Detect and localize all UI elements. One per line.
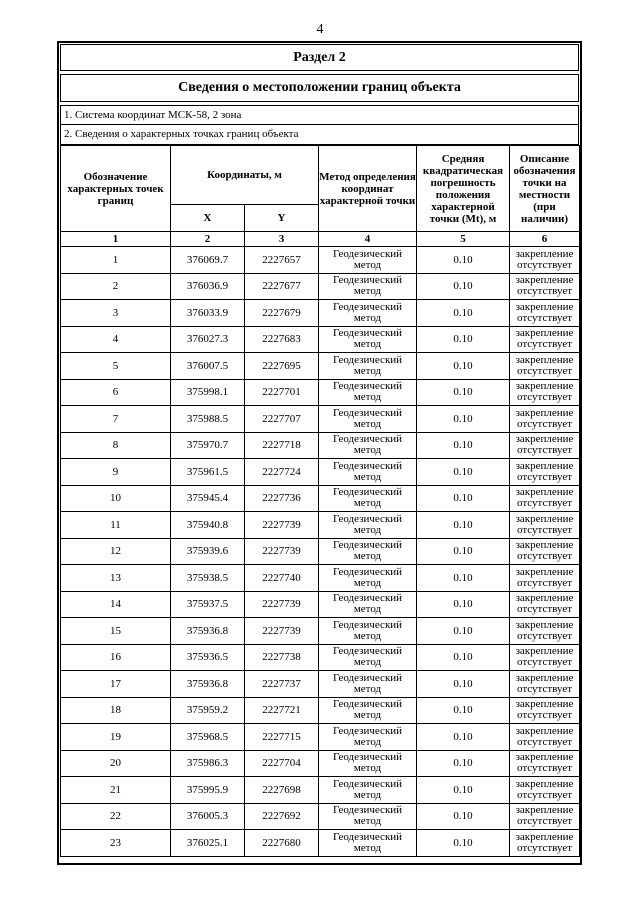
header-method: Метод определения координат характерной точки	[319, 146, 417, 232]
point-number: 20	[61, 750, 171, 777]
coord-y: 2227739	[245, 512, 319, 539]
table-row	[61, 644, 580, 671]
method-cell-line1: Геодезический	[332, 486, 403, 499]
coord-y: 2227701	[245, 379, 319, 406]
method-cell-line1: Геодезический	[332, 592, 403, 605]
error-mt: 0.10	[417, 724, 510, 751]
table-row	[61, 459, 580, 486]
method-cell-line2: метод	[353, 682, 382, 695]
coord-x: 376005.3	[171, 803, 245, 830]
description-cell-line2: отсутствует	[516, 391, 573, 404]
method-cell-line1: Геодезический	[332, 327, 403, 340]
method-cell-line1: Геодезический	[332, 751, 403, 764]
method-cell-line2: метод	[353, 470, 382, 483]
table-row	[61, 697, 580, 724]
method-cell	[319, 697, 417, 724]
header-description: Описание обозначения точки на местности (при наличии)	[510, 146, 580, 232]
description-cell	[510, 671, 580, 698]
coord-x: 375939.6	[171, 538, 245, 565]
col-number: 6	[510, 232, 580, 247]
coord-y: 2227679	[245, 300, 319, 327]
description-cell	[510, 300, 580, 327]
error-mt: 0.10	[417, 538, 510, 565]
description-cell-line2: отсутствует	[516, 417, 573, 430]
description-cell	[510, 432, 580, 459]
method-cell-line2: метод	[353, 550, 382, 563]
method-cell	[319, 300, 417, 327]
method-cell	[319, 485, 417, 512]
description-cell	[510, 724, 580, 751]
method-cell-line1: Геодезический	[332, 380, 403, 393]
table-row	[61, 830, 580, 857]
description-cell-line1: закрепление	[515, 830, 574, 843]
point-number: 19	[61, 724, 171, 751]
description-cell-line2: отсутствует	[516, 603, 573, 616]
method-cell	[319, 618, 417, 645]
table-row	[61, 618, 580, 645]
coord-x: 375959.2	[171, 697, 245, 724]
description-cell-line2: отсутствует	[516, 550, 573, 563]
method-cell	[319, 565, 417, 592]
description-cell-line2: отсутствует	[516, 788, 573, 801]
error-mt: 0.10	[417, 379, 510, 406]
method-cell	[319, 512, 417, 539]
error-mt: 0.10	[417, 326, 510, 353]
table-row	[61, 273, 580, 300]
point-number: 8	[61, 432, 171, 459]
col-number: 4	[319, 232, 417, 247]
method-cell-line2: метод	[353, 523, 382, 536]
header-x: X	[171, 205, 245, 232]
error-mt: 0.10	[417, 777, 510, 804]
table-row	[61, 326, 580, 353]
table-row	[61, 671, 580, 698]
point-number: 3	[61, 300, 171, 327]
coord-x: 375986.3	[171, 750, 245, 777]
coord-x: 375936.5	[171, 644, 245, 671]
error-mt: 0.10	[417, 671, 510, 698]
point-number: 18	[61, 697, 171, 724]
method-cell	[319, 750, 417, 777]
method-cell-line2: метод	[353, 709, 382, 722]
description-cell-line2: отсутствует	[516, 258, 573, 271]
description-cell	[510, 485, 580, 512]
method-cell-line1: Геодезический	[332, 353, 403, 366]
method-cell-line2: метод	[353, 311, 382, 324]
description-cell-line1: закрепление	[515, 327, 574, 340]
method-cell-line1: Геодезический	[332, 274, 403, 287]
error-mt: 0.10	[417, 247, 510, 274]
table-row	[61, 485, 580, 512]
method-cell	[319, 644, 417, 671]
coord-y: 2227683	[245, 326, 319, 353]
point-number: 4	[61, 326, 171, 353]
description-cell	[510, 538, 580, 565]
method-cell-line2: метод	[353, 762, 382, 775]
coord-x: 375936.8	[171, 618, 245, 645]
description-cell-line2: отсутствует	[516, 709, 573, 722]
coord-x: 375940.8	[171, 512, 245, 539]
coord-y: 2227657	[245, 247, 319, 274]
point-number: 7	[61, 406, 171, 433]
table-row	[61, 300, 580, 327]
table-row	[61, 353, 580, 380]
description-cell-line1: закрепление	[515, 433, 574, 446]
point-number: 5	[61, 353, 171, 380]
page-number: 4	[316, 22, 324, 37]
description-cell	[510, 830, 580, 857]
table-row	[61, 591, 580, 618]
coord-y: 2227677	[245, 273, 319, 300]
method-cell	[319, 830, 417, 857]
point-number: 21	[61, 777, 171, 804]
error-mt: 0.10	[417, 830, 510, 857]
description-cell-line1: закрепление	[515, 274, 574, 287]
method-cell-line2: метод	[353, 735, 382, 748]
method-cell-line2: метод	[353, 788, 382, 801]
description-cell-line2: отсутствует	[516, 285, 573, 298]
description-cell	[510, 406, 580, 433]
method-cell	[319, 724, 417, 751]
header-designation: Обозначение характерных точек границ	[61, 146, 171, 232]
coord-y: 2227718	[245, 432, 319, 459]
coord-y: 2227692	[245, 803, 319, 830]
method-cell-line1: Геодезический	[332, 724, 403, 737]
error-mt: 0.10	[417, 353, 510, 380]
table-row	[61, 406, 580, 433]
method-cell	[319, 273, 417, 300]
section-subtitle: Сведения о местоположении границ объекта	[60, 74, 579, 102]
table-row	[61, 379, 580, 406]
coord-x: 375945.4	[171, 485, 245, 512]
table-row	[61, 512, 580, 539]
description-cell	[510, 750, 580, 777]
description-cell	[510, 591, 580, 618]
method-cell	[319, 326, 417, 353]
coord-x: 376025.1	[171, 830, 245, 857]
method-cell	[319, 459, 417, 486]
coord-y: 2227698	[245, 777, 319, 804]
point-number: 13	[61, 565, 171, 592]
table-body	[61, 247, 580, 857]
error-mt: 0.10	[417, 565, 510, 592]
method-cell-line1: Геодезический	[332, 459, 403, 472]
coord-x: 375961.5	[171, 459, 245, 486]
point-number: 1	[61, 247, 171, 274]
header-y: Y	[245, 205, 319, 232]
coord-x: 376007.5	[171, 353, 245, 380]
description-cell-line1: закрепление	[515, 804, 574, 817]
description-cell	[510, 512, 580, 539]
table-row	[61, 432, 580, 459]
description-cell	[510, 644, 580, 671]
coord-y: 2227739	[245, 538, 319, 565]
error-mt: 0.10	[417, 406, 510, 433]
method-cell-line1: Геодезический	[332, 698, 403, 711]
error-mt: 0.10	[417, 512, 510, 539]
description-cell-line1: закрепление	[515, 777, 574, 790]
description-cell-line2: отсутствует	[516, 470, 573, 483]
coord-y: 2227724	[245, 459, 319, 486]
coord-y: 2227737	[245, 671, 319, 698]
description-cell	[510, 379, 580, 406]
coord-y: 2227740	[245, 565, 319, 592]
method-cell-line2: метод	[353, 417, 382, 430]
description-cell-line2: отсутствует	[516, 364, 573, 377]
description-cell	[510, 273, 580, 300]
description-cell-line2: отсутствует	[516, 338, 573, 351]
error-mt: 0.10	[417, 459, 510, 486]
coord-x: 376027.3	[171, 326, 245, 353]
coord-x: 375998.1	[171, 379, 245, 406]
method-cell-line2: метод	[353, 815, 382, 828]
coord-y: 2227721	[245, 697, 319, 724]
document-body	[60, 44, 579, 857]
description-cell-line1: закрепление	[515, 512, 574, 525]
method-cell-line1: Геодезический	[332, 512, 403, 525]
description-cell-line2: отсутствует	[516, 444, 573, 457]
point-number: 15	[61, 618, 171, 645]
error-mt: 0.10	[417, 618, 510, 645]
description-cell-line1: закрепление	[515, 565, 574, 578]
coord-x: 375937.5	[171, 591, 245, 618]
method-cell	[319, 247, 417, 274]
description-cell-line1: закрепление	[515, 671, 574, 684]
error-mt: 0.10	[417, 432, 510, 459]
method-cell-line1: Геодезический	[332, 804, 403, 817]
table-row	[61, 724, 580, 751]
coord-y: 2227739	[245, 618, 319, 645]
table-row	[61, 247, 580, 274]
description-cell-line1: закрепление	[515, 380, 574, 393]
method-cell-line1: Геодезический	[332, 671, 403, 684]
description-cell-line2: отсутствует	[516, 311, 573, 324]
description-cell-line1: закрепление	[515, 406, 574, 419]
coord-y: 2227739	[245, 591, 319, 618]
coord-y: 2227736	[245, 485, 319, 512]
method-cell	[319, 591, 417, 618]
table-row	[61, 538, 580, 565]
method-cell-line2: метод	[353, 338, 382, 351]
points-caption-line: 2. Сведения о характерных точках границ объекта	[60, 125, 579, 145]
description-cell-line1: закрепление	[515, 247, 574, 260]
description-cell-line1: закрепление	[515, 459, 574, 472]
coord-x: 375995.9	[171, 777, 245, 804]
col-number: 5	[417, 232, 510, 247]
method-cell-line2: метод	[353, 576, 382, 589]
description-cell-line2: отсутствует	[516, 523, 573, 536]
method-cell-line1: Геодезический	[332, 433, 403, 446]
method-cell	[319, 777, 417, 804]
table-row	[61, 565, 580, 592]
error-mt: 0.10	[417, 803, 510, 830]
description-cell-line2: отсутствует	[516, 656, 573, 669]
description-cell-line2: отсутствует	[516, 735, 573, 748]
description-cell	[510, 618, 580, 645]
method-cell-line1: Геодезический	[332, 777, 403, 790]
method-cell-line2: метод	[353, 629, 382, 642]
table-row	[61, 777, 580, 804]
header-error: Средняя квадратическая погрешность положения характерной точки (Mt), м	[417, 146, 510, 232]
method-cell	[319, 538, 417, 565]
method-cell-line2: метод	[353, 603, 382, 616]
point-number: 10	[61, 485, 171, 512]
error-mt: 0.10	[417, 644, 510, 671]
coord-y: 2227695	[245, 353, 319, 380]
point-number: 11	[61, 512, 171, 539]
coord-x: 375988.5	[171, 406, 245, 433]
description-cell-line1: закрепление	[515, 539, 574, 552]
method-cell	[319, 432, 417, 459]
col-number: 1	[61, 232, 171, 247]
description-cell-line2: отсутствует	[516, 576, 573, 589]
description-cell-line1: закрепление	[515, 618, 574, 631]
description-cell-line1: закрепление	[515, 698, 574, 711]
description-cell-line1: закрепление	[515, 486, 574, 499]
method-cell-line1: Геодезический	[332, 645, 403, 658]
description-cell	[510, 777, 580, 804]
method-cell	[319, 671, 417, 698]
error-mt: 0.10	[417, 300, 510, 327]
point-number: 17	[61, 671, 171, 698]
method-cell-line2: метод	[353, 841, 382, 854]
description-cell-line2: отсутствует	[516, 815, 573, 828]
coord-system-line: 1. Система координат МСК-58, 2 зона	[60, 105, 579, 125]
description-cell-line1: закрепление	[515, 724, 574, 737]
point-number: 14	[61, 591, 171, 618]
description-cell	[510, 353, 580, 380]
header-coords: Координаты, м	[171, 146, 319, 205]
method-cell-line1: Геодезический	[332, 406, 403, 419]
coord-x: 375970.7	[171, 432, 245, 459]
description-cell	[510, 565, 580, 592]
error-mt: 0.10	[417, 750, 510, 777]
description-cell	[510, 697, 580, 724]
method-cell-line1: Геодезический	[332, 300, 403, 313]
description-cell-line2: отсутствует	[516, 497, 573, 510]
coord-x: 376033.9	[171, 300, 245, 327]
description-cell	[510, 459, 580, 486]
description-cell-line1: закрепление	[515, 300, 574, 313]
method-cell	[319, 803, 417, 830]
description-cell-line2: отсутствует	[516, 682, 573, 695]
method-cell-line1: Геодезический	[332, 830, 403, 843]
description-cell-line2: отсутствует	[516, 762, 573, 775]
description-cell	[510, 326, 580, 353]
method-cell-line2: метод	[353, 285, 382, 298]
coord-y: 2227715	[245, 724, 319, 751]
section-title: Раздел 2	[60, 44, 579, 71]
coord-y: 2227704	[245, 750, 319, 777]
point-number: 23	[61, 830, 171, 857]
description-cell-line1: закрепление	[515, 751, 574, 764]
method-cell-line2: метод	[353, 656, 382, 669]
point-number: 22	[61, 803, 171, 830]
error-mt: 0.10	[417, 591, 510, 618]
description-cell-line2: отсутствует	[516, 629, 573, 642]
coord-x: 376069.7	[171, 247, 245, 274]
point-number: 6	[61, 379, 171, 406]
description-cell-line1: закрепление	[515, 645, 574, 658]
point-number: 2	[61, 273, 171, 300]
description-cell	[510, 247, 580, 274]
method-cell	[319, 353, 417, 380]
method-cell	[319, 379, 417, 406]
method-cell-line1: Геодезический	[332, 539, 403, 552]
coord-x: 375968.5	[171, 724, 245, 751]
method-cell-line2: метод	[353, 444, 382, 457]
error-mt: 0.10	[417, 485, 510, 512]
method-cell-line2: метод	[353, 364, 382, 377]
method-cell-line1: Геодезический	[332, 618, 403, 631]
method-cell	[319, 406, 417, 433]
description-cell-line1: закрепление	[515, 353, 574, 366]
point-number: 9	[61, 459, 171, 486]
coord-x: 375938.5	[171, 565, 245, 592]
table-row	[61, 750, 580, 777]
coord-y: 2227680	[245, 830, 319, 857]
boundary-points-table	[60, 145, 580, 857]
point-number: 12	[61, 538, 171, 565]
coord-x: 376036.9	[171, 273, 245, 300]
coord-x: 375936.8	[171, 671, 245, 698]
point-number: 16	[61, 644, 171, 671]
description-cell-line2: отсутствует	[516, 841, 573, 854]
table-row	[61, 803, 580, 830]
error-mt: 0.10	[417, 273, 510, 300]
coord-y: 2227707	[245, 406, 319, 433]
col-number: 2	[171, 232, 245, 247]
method-cell-line1: Геодезический	[332, 247, 403, 260]
method-cell-line2: метод	[353, 391, 382, 404]
col-number: 3	[245, 232, 319, 247]
method-cell-line1: Геодезический	[332, 565, 403, 578]
method-cell-line2: метод	[353, 258, 382, 271]
description-cell-line1: закрепление	[515, 592, 574, 605]
description-cell	[510, 803, 580, 830]
coord-y: 2227738	[245, 644, 319, 671]
error-mt: 0.10	[417, 697, 510, 724]
method-cell-line2: метод	[353, 497, 382, 510]
